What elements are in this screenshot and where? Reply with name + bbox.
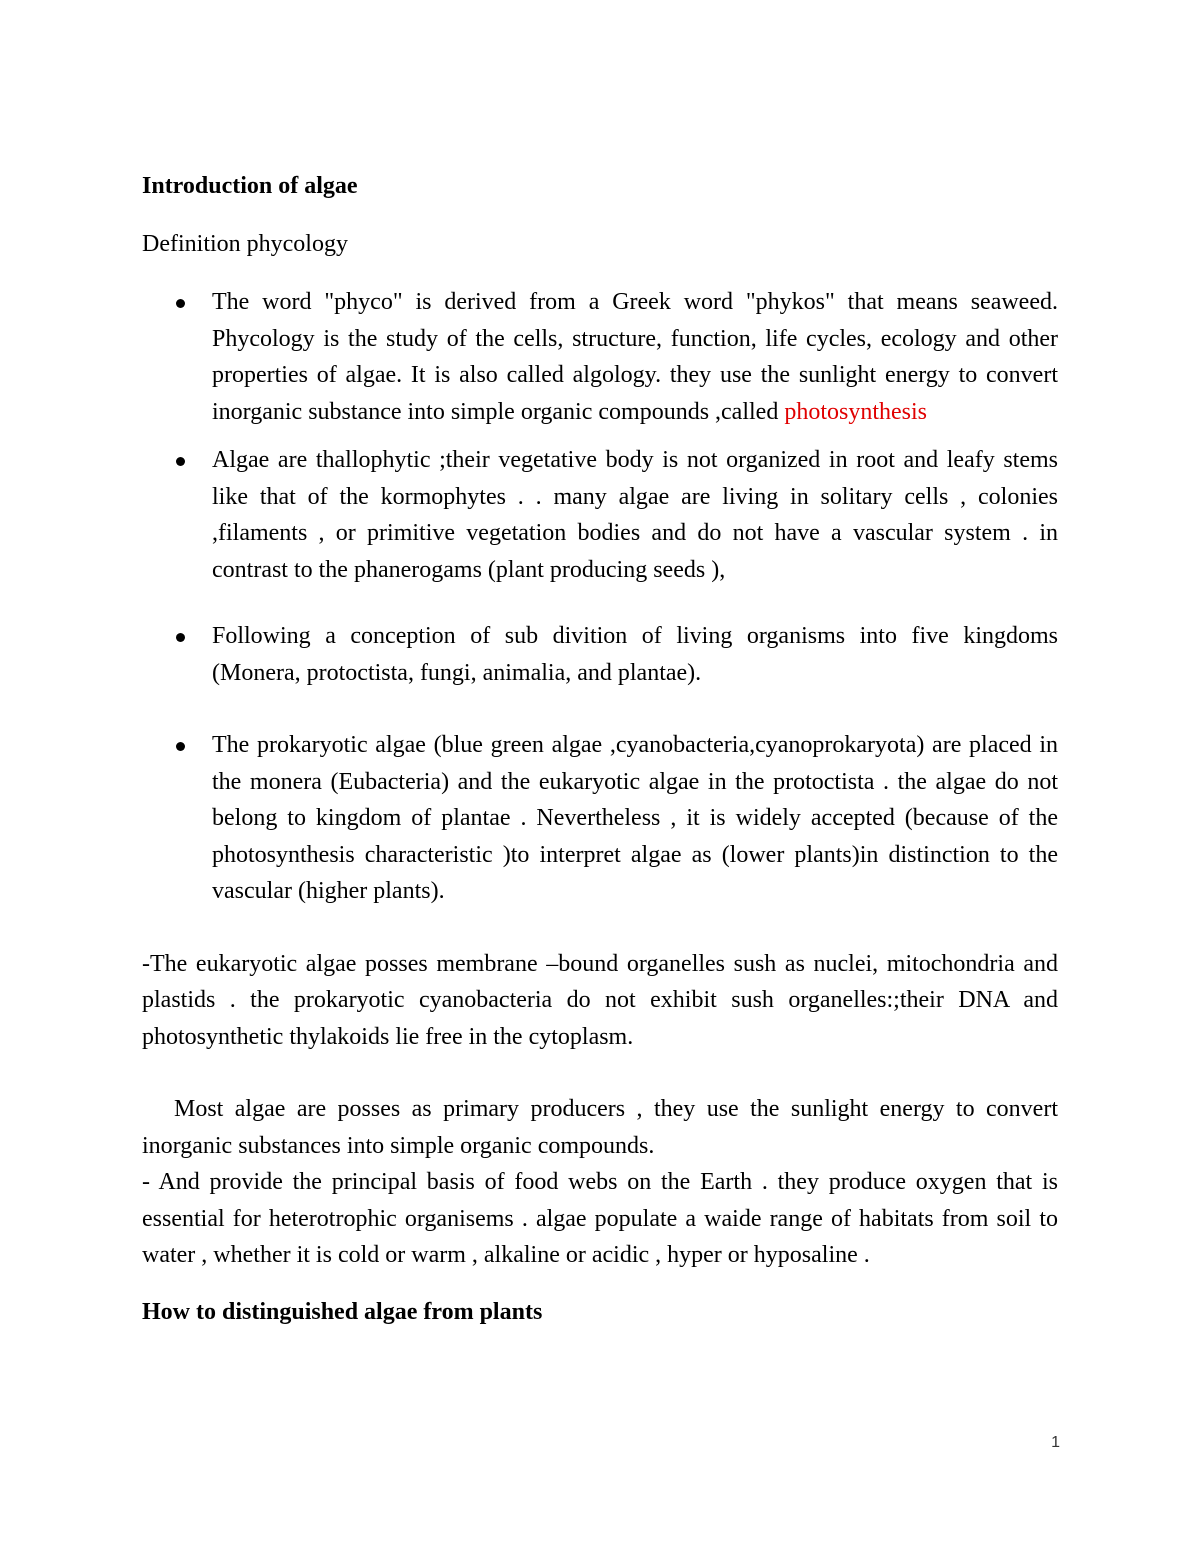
bullet-icon <box>176 742 185 751</box>
page-title: Introduction of algae <box>142 173 358 199</box>
page-content <box>142 168 1058 1330</box>
list-item <box>142 284 1058 430</box>
list-item-text: Following a conception of sub divition of living organisms into five kingdoms (Monera, protoctista, fungi, animalia, and plantae). <box>212 623 1058 686</box>
section-subtitle: Definition phycology <box>142 231 348 257</box>
list-item <box>142 618 1058 691</box>
bullet-icon <box>176 633 185 642</box>
paragraph: Most algae are posses as primary producers , they use the sunlight energy to convert inorganic substances into simple organic compounds. <box>142 1096 1058 1159</box>
bullet-list <box>142 284 1058 910</box>
paragraph: - And provide the principal basis of food webs on the Earth . they produce oxygen that is essential for heterotrophic organisems . algae populate a waide range of habitats from soil to water , whether it is cold or warm , alkaline or acidic , hyper or hyposaline . <box>142 1169 1058 1268</box>
bullet-icon <box>176 457 185 466</box>
list-item <box>142 727 1058 910</box>
list-item <box>142 442 1058 588</box>
page-number: 1 <box>1051 1434 1060 1451</box>
bullet-icon <box>176 299 185 308</box>
list-item-text: Algae are thallophytic ;their vegetative body is not organized in root and leafy stems like that of the kormophytes . . many algae are living in solitary cells , colonies ,filaments , or primitive vegetation bodies and do not have a vascular system . in contrast to the phanerogams (plant producing seeds ), <box>212 447 1058 583</box>
highlighted-term: photosynthesis <box>784 398 928 425</box>
list-item-text: The prokaryotic algae (blue green algae ,cyanobacteria,cyanoprokaryota) are placed in the monera (Eubacteria) and the eukaryotic algae in the protoctista . the algae do not belong to kingdom of plantae . Nevertheless , it is widely accepted (because of the photosynthesis characteristic )to interpret algae as (lower plants)in distinction to the vascular (higher plants). <box>212 732 1058 904</box>
list-item-text: The word "phyco" is derived from a Greek word "phykos" that means seaweed. Phycology is the study of the cells, structure, function, life cycles, ecology and other properties of algae. It is also called algology. they use the sunlight energy to convert inorganic substance into simple organic compounds ,called <box>212 289 1058 425</box>
paragraph: -The eukaryotic algae posses membrane –bound organelles sush as nuclei, mitochondria and plastids . the prokaryotic cyanobacteria do not exhibit sush organelles:;their DNA and photosynthetic thylakoids lie free in the cytoplasm. <box>142 950 1058 1050</box>
section-heading: How to distinguished algae from plants <box>142 1298 543 1325</box>
